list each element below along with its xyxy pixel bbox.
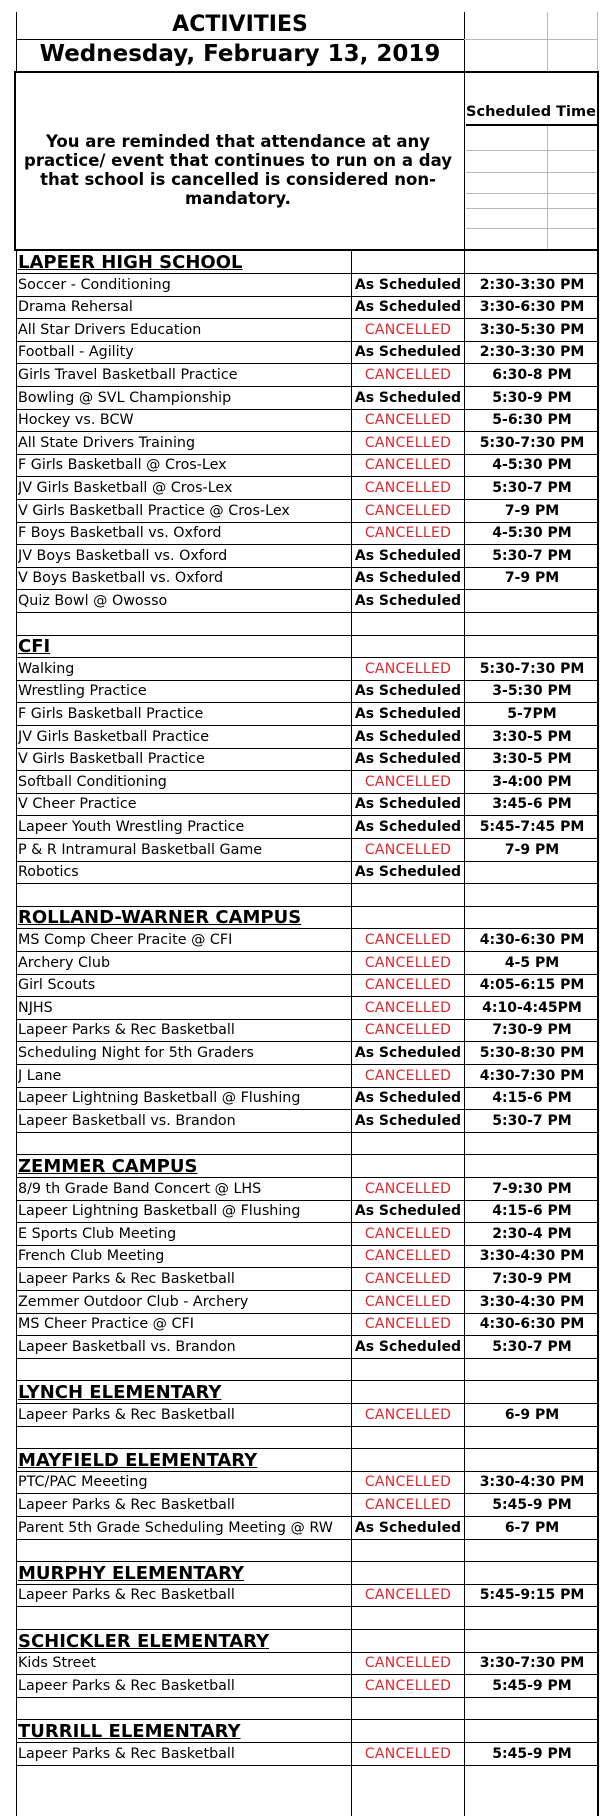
time-cell [466, 590, 598, 612]
spacer-row [16, 1697, 598, 1720]
activity-name: 8/9 th Grade Band Concert @ LHS [18, 1180, 262, 1197]
time-cell: 3:30-6:30 PM [479, 299, 585, 316]
section-header-row [16, 635, 598, 658]
table-row [16, 658, 598, 681]
section-title: MAYFIELD ELEMENTARY [18, 1449, 258, 1471]
table-row [16, 319, 598, 342]
section-title: MURPHY ELEMENTARY [18, 1562, 245, 1584]
header-border [464, 12, 465, 251]
time-cell: 7:30-9 PM [492, 1271, 572, 1287]
status-cell: CANCELLED [364, 954, 452, 971]
status-cell: As Scheduled [354, 819, 462, 835]
time-cell: 7:30-9 PM [492, 1022, 572, 1039]
attendance-notice: You are reminded that attendance at any practice/ event that continues to run on a day that school is cancelled is considered non-mandatory. [24, 132, 452, 208]
header-gridline [466, 193, 597, 194]
section-header-row [16, 251, 598, 274]
table-row [16, 974, 598, 997]
time-cell: 2:30-3:30 PM [479, 344, 585, 361]
status-cell: CANCELLED [364, 1225, 452, 1242]
section-title: LAPEER HIGH SCHOOL [18, 252, 243, 273]
activity-name: All Star Drivers Education [18, 321, 202, 338]
page-title: ACTIVITIES [172, 12, 308, 37]
time-cell: 3-5:30 PM [492, 683, 572, 700]
time-cell: 7-9 PM [504, 502, 560, 519]
table-row [16, 274, 598, 297]
time-cell: 6-9 PM [504, 1406, 560, 1423]
time-cell: 5:30-7 PM [492, 480, 572, 496]
table-row [16, 364, 598, 387]
table-row [16, 1042, 598, 1065]
status-cell: CANCELLED [364, 999, 452, 1016]
status-cell: As Scheduled [354, 728, 462, 745]
table-row [16, 1743, 598, 1766]
status-cell: CANCELLED [364, 412, 452, 429]
table-row [16, 1494, 598, 1517]
time-cell: 3:30-7:30 PM [479, 1655, 585, 1672]
table-row [16, 1336, 598, 1359]
status-cell: CANCELLED [364, 480, 452, 496]
time-cell: 5:30-7:30 PM [479, 660, 585, 677]
activity-name: French Club Meeting [18, 1248, 165, 1265]
header-gridline [464, 39, 598, 40]
status-cell: CANCELLED [364, 1677, 452, 1694]
activity-name: NJHS [18, 999, 53, 1016]
time-cell: 5:30-7:30 PM [479, 434, 585, 451]
time-cell: 4:05-6:15 PM [479, 977, 585, 994]
header-gridline [547, 12, 548, 72]
activity-name: Lapeer Parks & Rec Basketball [18, 1497, 235, 1513]
status-cell: CANCELLED [364, 932, 452, 948]
section-title: CFI [18, 636, 51, 658]
page-date: Wednesday, February 13, 2019 [39, 41, 441, 67]
table-row [16, 477, 598, 500]
header-gridline [547, 126, 548, 251]
time-cell: 5:45-9:15 PM [479, 1587, 585, 1604]
status-cell: CANCELLED [364, 1497, 452, 1513]
table-row [16, 296, 598, 319]
section-header-row [16, 1562, 598, 1585]
table-row [16, 1675, 598, 1698]
status-cell: CANCELLED [364, 773, 452, 790]
header-gridline [466, 150, 597, 151]
status-cell: CANCELLED [364, 367, 452, 383]
activity-name: Drama Rehersal [18, 299, 133, 316]
table-row [16, 929, 598, 952]
time-cell: 3:30-5:30 PM [479, 321, 585, 338]
status-cell: As Scheduled [354, 593, 462, 609]
section-title: LYNCH ELEMENTARY [18, 1382, 222, 1403]
activity-name: Girls Travel Basketball Practice [18, 367, 238, 383]
activity-name: P & R Intramural Basketball Game [18, 841, 263, 858]
status-cell: CANCELLED [364, 434, 452, 451]
header-border [597, 71, 599, 251]
time-cell: 4-5:30 PM [492, 457, 572, 474]
table-row [16, 1223, 598, 1246]
status-cell: As Scheduled [354, 276, 462, 293]
status-cell: CANCELLED [364, 841, 452, 858]
time-cell: 4:30-7:30 PM [479, 1067, 585, 1084]
table-row [16, 1065, 598, 1088]
table-row [16, 861, 598, 884]
activity-name: Parent 5th Grade Scheduling Meeting @ RW [18, 1519, 333, 1536]
time-cell: 4:30-6:30 PM [479, 932, 585, 948]
activity-name: Lapeer Parks & Rec Basketball [18, 1677, 235, 1694]
time-cell: 2:30-3:30 PM [479, 276, 585, 293]
section-title: SCHICKLER ELEMENTARY [18, 1630, 270, 1652]
table-row [16, 748, 598, 771]
status-cell: CANCELLED [364, 1745, 452, 1762]
time-cell: 4:10-4:45PM [482, 999, 582, 1016]
header-gridline [466, 228, 597, 229]
activity-name: JV Girls Basketball Practice [18, 728, 210, 745]
activity-name: V Cheer Practice [18, 796, 137, 813]
table-row [16, 839, 598, 862]
table-row [16, 1471, 598, 1494]
header-gridline [466, 172, 597, 173]
table-row [16, 454, 598, 477]
activity-name: Robotics [18, 864, 79, 881]
scheduled-time-label: Scheduled Time [466, 104, 596, 120]
status-cell: As Scheduled [354, 683, 462, 700]
status-cell: CANCELLED [364, 1406, 452, 1423]
status-cell: As Scheduled [354, 547, 462, 564]
status-cell: CANCELLED [364, 1067, 452, 1084]
activity-name: Wrestling Practice [18, 683, 147, 700]
status-cell: CANCELLED [364, 1316, 452, 1333]
time-cell: 5:30-7 PM [492, 547, 572, 564]
section-header-row [16, 906, 598, 929]
table-row [16, 500, 598, 523]
activity-name: F Girls Basketball Practice [18, 706, 204, 722]
time-cell: 5:45-7:45 PM [479, 819, 585, 835]
time-cell: 4-5 PM [504, 954, 560, 971]
time-cell: 7-9 PM [504, 841, 560, 858]
activity-name: Girl Scouts [18, 977, 96, 994]
time-cell: 6-7 PM [504, 1519, 560, 1536]
time-cell: 5:30-7 PM [492, 1112, 572, 1129]
table-row [16, 1313, 598, 1336]
activity-name: Lapeer Parks & Rec Basketball [18, 1271, 235, 1287]
time-cell: 5:45-9 PM [492, 1745, 572, 1762]
table-row [16, 816, 598, 839]
time-cell: 5-7PM [507, 706, 557, 722]
table-row [16, 1291, 598, 1314]
status-cell: As Scheduled [354, 344, 462, 361]
status-cell: CANCELLED [364, 1248, 452, 1265]
header-border [14, 71, 599, 73]
table-row [16, 997, 598, 1020]
activity-name: V Girls Basketball Practice [18, 751, 205, 768]
table-row [16, 590, 598, 613]
status-cell: CANCELLED [364, 1180, 452, 1197]
activity-name: Walking [18, 660, 75, 677]
header-border [14, 71, 16, 251]
time-cell: 2:30-4 PM [492, 1225, 572, 1242]
time-cell: 5:45-9 PM [492, 1497, 572, 1513]
time-cell: 3:30-5 PM [492, 728, 572, 745]
table-row [16, 1110, 598, 1133]
activity-name: Hockey vs. BCW [18, 412, 134, 429]
activity-name: MS Cheer Practice @ CFI [18, 1316, 194, 1333]
spacer-row [16, 1132, 598, 1155]
activity-name: Scheduling Night for 5th Graders [18, 1045, 254, 1061]
table-row [16, 341, 598, 364]
time-cell: 3-4:00 PM [492, 773, 572, 790]
time-cell: 7-9:30 PM [492, 1180, 572, 1197]
time-cell [466, 861, 598, 883]
header-border [466, 124, 597, 126]
status-cell: As Scheduled [354, 796, 462, 813]
table-row [16, 1652, 598, 1675]
table-row [16, 1178, 598, 1201]
spacer-row [16, 1426, 598, 1449]
section-header-row [16, 1155, 598, 1178]
activity-name: F Boys Basketball vs. Oxford [18, 525, 222, 542]
table-row [16, 409, 598, 432]
activity-name: Softball Conditioning [18, 773, 167, 790]
table-row [16, 387, 598, 410]
time-cell: 5:30-8:30 PM [479, 1045, 585, 1061]
section-title: ZEMMER CAMPUS [18, 1156, 198, 1177]
section-header-row [16, 1720, 598, 1743]
status-cell: CANCELLED [364, 525, 452, 542]
time-cell: 6:30-8 PM [492, 367, 572, 383]
table-row [16, 703, 598, 726]
status-cell: As Scheduled [354, 389, 462, 406]
status-cell: CANCELLED [364, 1022, 452, 1039]
activity-name: Zemmer Outdoor Club - Archery [18, 1293, 249, 1310]
activity-name: F Girls Basketball @ Cros-Lex [18, 457, 227, 474]
status-cell: As Scheduled [354, 1090, 462, 1107]
time-cell: 5:30-9 PM [492, 389, 572, 406]
section-header-row [16, 1381, 598, 1404]
time-cell: 4-5:30 PM [492, 525, 572, 542]
section-title: ROLLAND-WARNER CAMPUS [18, 907, 302, 929]
table-row [16, 522, 598, 545]
spacer-row [16, 1358, 598, 1381]
header-block [0, 0, 610, 251]
table-row [16, 1200, 598, 1223]
time-cell: 5-6:30 PM [492, 412, 572, 429]
time-cell: 3:30-4:30 PM [479, 1293, 585, 1310]
time-cell: 3:45-6 PM [492, 796, 572, 813]
section-header-row [16, 1449, 598, 1472]
table-row [16, 567, 598, 590]
status-cell: CANCELLED [364, 1271, 452, 1287]
activity-name: Lapeer Parks & Rec Basketball [18, 1022, 235, 1039]
status-cell: CANCELLED [364, 321, 452, 338]
status-cell: As Scheduled [354, 751, 462, 768]
activity-name: Kids Street [18, 1655, 96, 1672]
status-cell: CANCELLED [364, 502, 452, 519]
time-cell: 3:30-4:30 PM [479, 1474, 585, 1491]
table-row [16, 952, 598, 975]
activity-name: Lapeer Basketball vs. Brandon [18, 1112, 236, 1129]
spacer-row [16, 1607, 598, 1630]
activity-name: E Sports Club Meeting [18, 1225, 177, 1242]
activity-name: V Boys Basketball vs. Oxford [18, 570, 224, 587]
activity-name: Soccer - Conditioning [18, 276, 171, 293]
activity-name: Lapeer Parks & Rec Basketball [18, 1745, 235, 1762]
status-cell: CANCELLED [364, 1474, 452, 1491]
status-cell: CANCELLED [364, 977, 452, 994]
table-row [16, 1517, 598, 1540]
status-cell: As Scheduled [354, 1203, 462, 1220]
time-cell: 7-9 PM [504, 570, 560, 587]
activity-name: JV Boys Basketball vs. Oxford [18, 547, 228, 564]
activity-name: Lapeer Youth Wrestling Practice [18, 819, 245, 835]
header-gridline [466, 208, 597, 209]
table-row [16, 1019, 598, 1042]
status-cell: As Scheduled [354, 1338, 462, 1355]
status-cell: As Scheduled [354, 1519, 462, 1536]
activity-name: All State Drivers Training [18, 434, 196, 451]
status-cell: As Scheduled [354, 864, 462, 881]
activity-name: Lapeer Parks & Rec Basketball [18, 1587, 235, 1604]
table-row [16, 1404, 598, 1427]
activity-name: J Lane [18, 1067, 62, 1084]
spacer-row [16, 1539, 598, 1562]
time-cell: 4:15-6 PM [492, 1090, 572, 1107]
section-title: TURRILL ELEMENTARY [18, 1721, 241, 1742]
spacer-row [16, 884, 598, 907]
activity-name: JV Girls Basketball @ Cros-Lex [18, 480, 233, 496]
time-cell: 3:30-5 PM [492, 751, 572, 768]
status-cell: As Scheduled [354, 299, 462, 316]
table-row [16, 793, 598, 816]
table-row [16, 1584, 598, 1607]
status-cell: As Scheduled [354, 706, 462, 722]
activity-name: PTC/PAC Meeeting [18, 1474, 148, 1491]
status-cell: CANCELLED [364, 1655, 452, 1672]
activity-name: Lapeer Lightning Basketball @ Flushing [18, 1090, 301, 1107]
table-row [16, 726, 598, 749]
activity-name: Lapeer Basketball vs. Brandon [18, 1338, 236, 1355]
activity-name: V Girls Basketball Practice @ Cros-Lex [18, 502, 290, 519]
activity-name: Lapeer Parks & Rec Basketball [18, 1406, 235, 1423]
status-cell: CANCELLED [364, 1587, 452, 1604]
table-row [16, 1087, 598, 1110]
time-cell: 4:30-6:30 PM [479, 1316, 585, 1333]
section-header-row [16, 1630, 598, 1653]
status-cell: As Scheduled [354, 1112, 462, 1129]
time-cell: 5:45-9 PM [492, 1677, 572, 1694]
activity-name: Lapeer Lightning Basketball @ Flushing [18, 1203, 301, 1220]
status-cell: CANCELLED [364, 660, 452, 677]
time-cell: 3:30-4:30 PM [479, 1248, 585, 1265]
activity-name: Archery Club [18, 954, 111, 971]
status-cell: CANCELLED [364, 1293, 452, 1310]
table-row [16, 545, 598, 568]
activity-name: Quiz Bowl @ Owosso [18, 593, 168, 609]
table-row [16, 771, 598, 794]
spacer-row [16, 613, 598, 636]
status-cell: As Scheduled [354, 1045, 462, 1061]
table-row [16, 1245, 598, 1268]
activity-name: Football - Agility [18, 344, 134, 361]
status-cell: As Scheduled [354, 570, 462, 587]
activity-name: MS Comp Cheer Pracite @ CFI [18, 932, 233, 948]
time-cell: 4:15-6 PM [492, 1203, 572, 1220]
status-cell: CANCELLED [364, 457, 452, 474]
header-gridline [597, 12, 598, 72]
table-row [16, 1268, 598, 1291]
header-border [16, 39, 464, 40]
table-row [16, 680, 598, 703]
activity-name: Bowling @ SVL Championship [18, 389, 232, 406]
table-row [16, 432, 598, 455]
time-cell: 5:30-7 PM [492, 1338, 572, 1355]
